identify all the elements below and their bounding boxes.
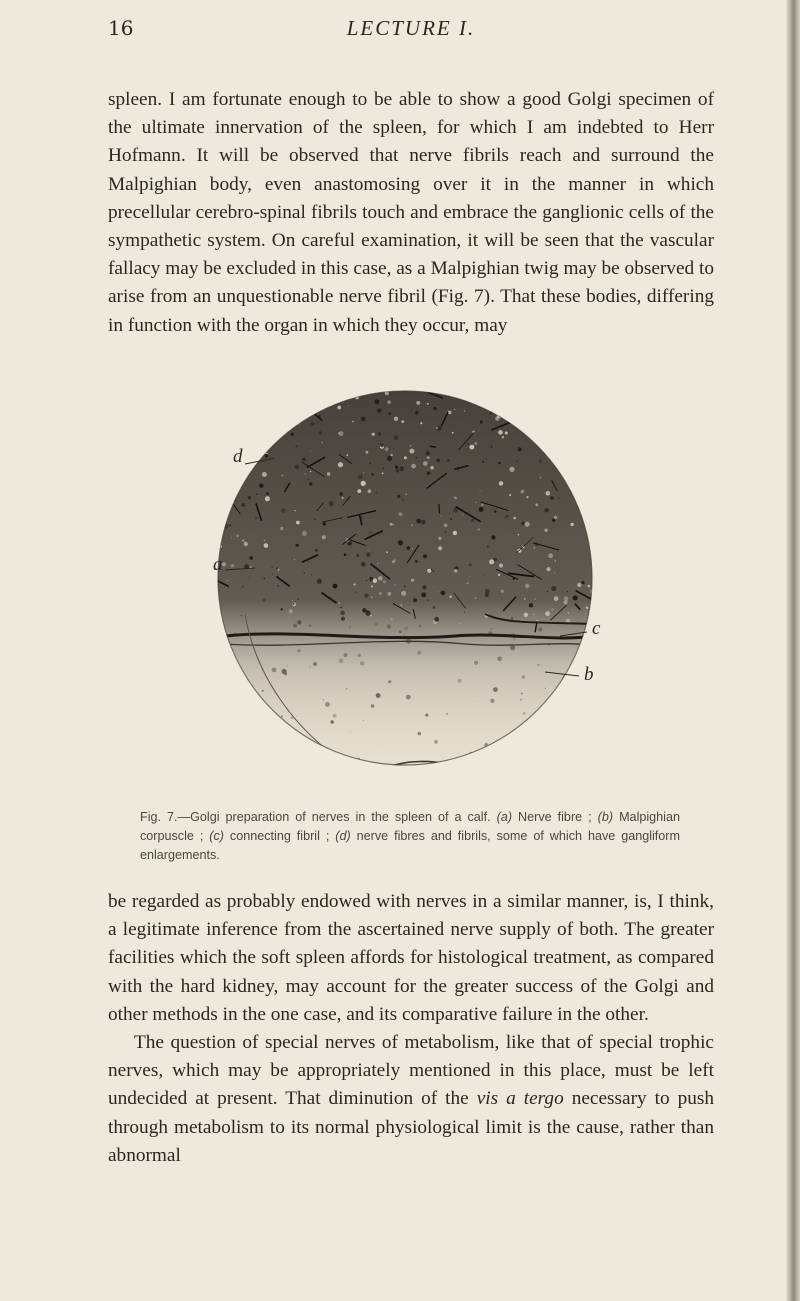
figure-caption bbox=[140, 808, 680, 865]
caption-key-c: (c) bbox=[209, 829, 224, 843]
page-header bbox=[108, 16, 714, 46]
paragraph-bottom-2 bbox=[108, 1029, 714, 1170]
label-leader-lines bbox=[205, 374, 605, 786]
page-edge-shadow bbox=[786, 0, 800, 1301]
caption-key-a: (a) bbox=[496, 810, 513, 824]
caption-lead: Fig. 7.—Golgi preparation of nerves in the spleen of a calf. bbox=[140, 810, 497, 824]
caption-key-b: (b) bbox=[597, 810, 614, 824]
paragraph-bottom-2-b: necessary to push through metabolism to its normal physiological limit is the cause, rather than abnormal bbox=[108, 1088, 715, 1166]
caption-key-d: (d) bbox=[335, 829, 351, 843]
caption-text-a: Nerve fibre ; bbox=[512, 810, 598, 824]
paragraph-bottom-2-italic: vis a tergo bbox=[476, 1088, 564, 1110]
caption-text-d: nerve fibres and fibrils, some of which have gangliform enlargements. bbox=[140, 829, 680, 862]
paragraphs-bottom bbox=[108, 888, 714, 1170]
caption-text-c: connecting fibril ; bbox=[223, 829, 336, 843]
label-d: d bbox=[233, 446, 243, 467]
label-c: c bbox=[592, 618, 601, 639]
running-head: LECTURE I. bbox=[346, 16, 476, 40]
paragraph-top: spleen. I am fortunate enough to be able to show a good Golgi specimen of the ultimate innervation of the spleen, for which I am indebted to Herr Hofmann. It will be observed that nerve fibrils reach and surround the Malpighian body, even anastomosing over it in the manner in which precellular cerebro-spinal fibrils touch and embrace the ganglionic cells of the sympathetic system. On careful examination, it will be seen that the vascular fallacy may be excluded in this case, as a Malpighian twig may be observed to arise from an unquestionable nerve fibril (Fig. 7). That these bodies, differing in function with the organ in which they occur, may bbox=[108, 89, 714, 336]
paragraph-bottom-1: be regarded as probably endowed with nerves in a similar manner, is, I think, a legitimate inference from the ascertained nerve supply of both. The greater facilities which the soft spleen affords for histological treatment, as compared with the hard kidney, may account for the greater success of the Golgi and other methods in the one case, and its comparative failure in the other. bbox=[108, 891, 714, 1025]
paragraph-bottom-2-a: The question of special nerves of metabolism, like that of special trophic nerves, which may be appropriately mentioned in this place, must be left undecided at present. That diminution of the bbox=[108, 1032, 714, 1110]
label-b: b bbox=[584, 664, 594, 685]
label-a: a bbox=[213, 554, 223, 575]
figure-7 bbox=[205, 374, 605, 786]
caption-text-b: Malpighian corpuscle ; bbox=[140, 810, 680, 843]
page-number: 16 bbox=[108, 16, 134, 40]
